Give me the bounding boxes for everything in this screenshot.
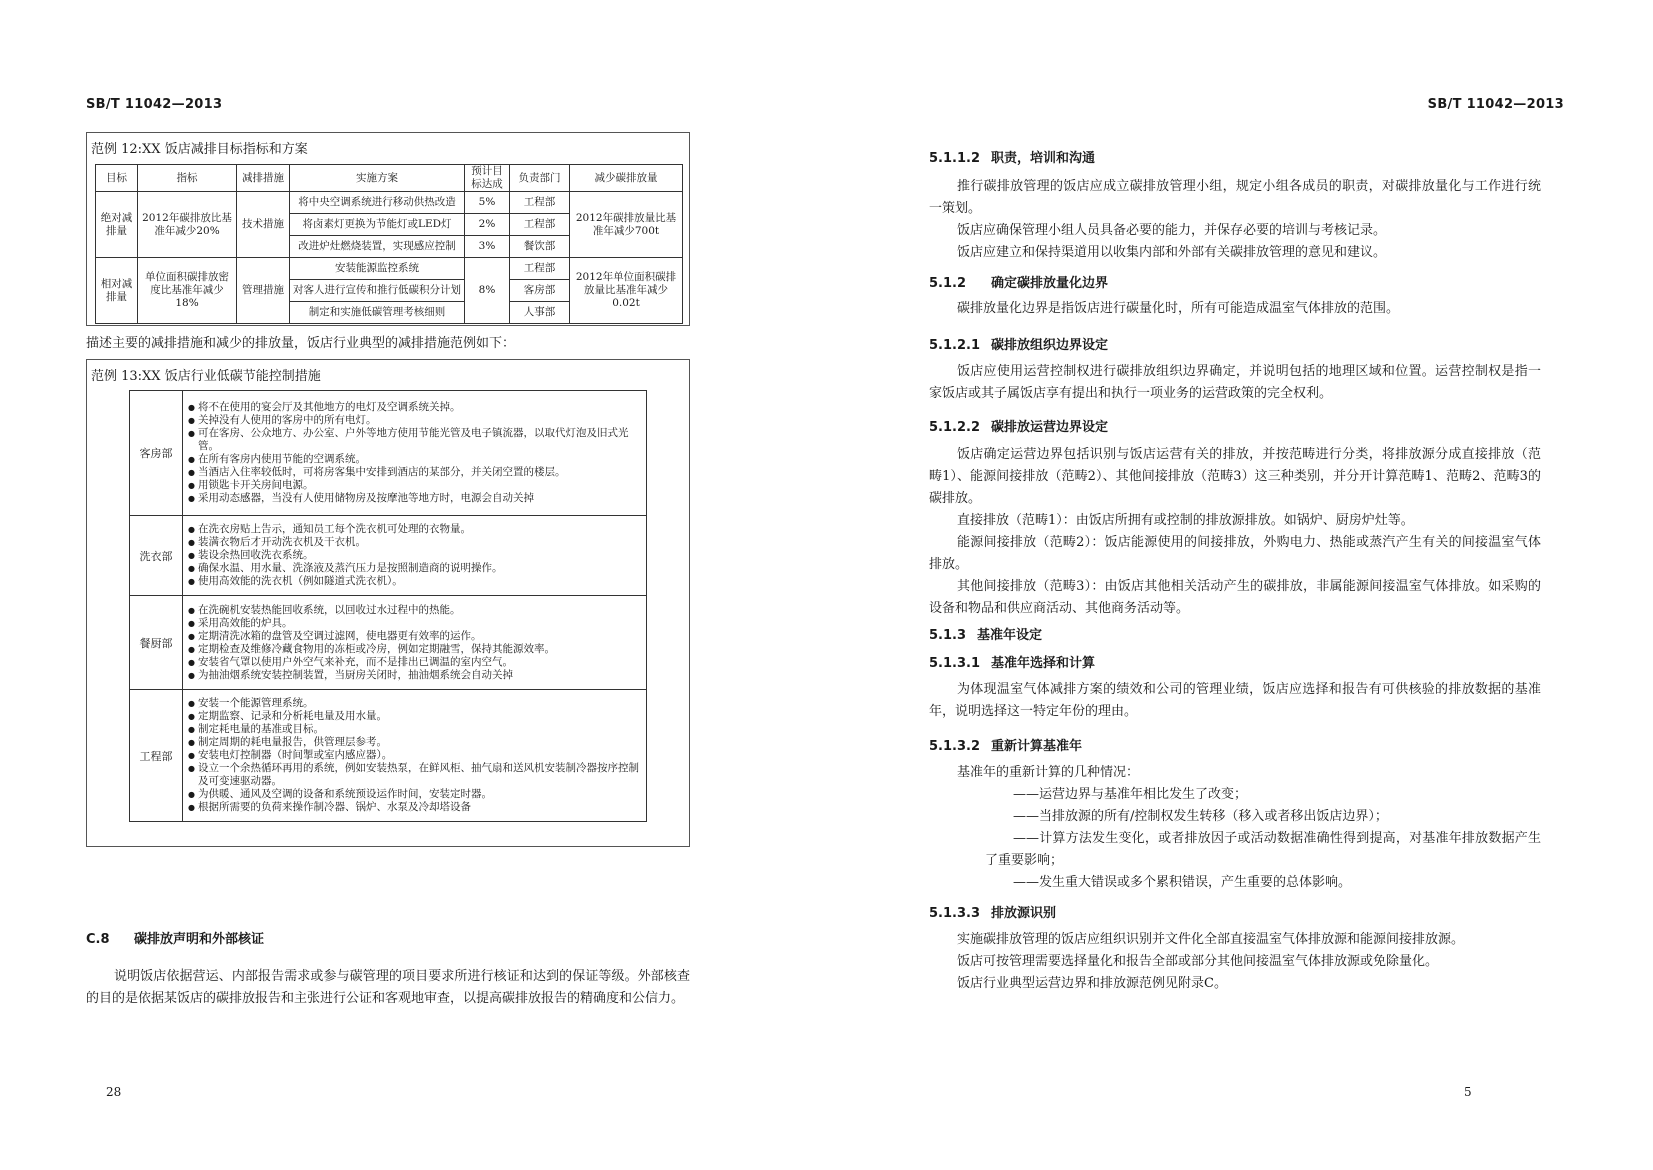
section-number: 5.1.3.3: [929, 906, 980, 921]
table-row: [96, 258, 683, 280]
list-item: ● 装满衣物后才开动洗衣机及干衣机。: [188, 536, 641, 549]
dept-row: [130, 516, 647, 596]
c8-body: [86, 966, 690, 1010]
section-body-5121: [929, 361, 1541, 405]
dept-name: 工程部: [130, 690, 183, 822]
target-cell: 绝对减排量: [96, 192, 138, 258]
plan-cell: 对客人进行宣传和推行低碳积分计划: [290, 280, 465, 302]
plan-cell: 改进炉灶燃烧装置，实现感应控制: [290, 236, 465, 258]
target-cell: 相对减排量: [96, 258, 138, 324]
example12-table: [95, 164, 683, 324]
paragraph: 实施碳排放管理的饭店应组织识别并文件化全部直接温室气体排放源和能源间接排放源。: [957, 932, 1465, 947]
section-number: 5.1.2.1: [929, 338, 980, 353]
list-item: ● 当酒店入住率较低时，可将房客集中安排到酒店的某部分，并关闭空置的楼层。: [188, 466, 641, 479]
paragraph: 饭店应确保管理小组人员具备必要的能力，并保存必要的培训与考核记录。: [957, 223, 1387, 238]
section-number: 5.1.3: [929, 628, 967, 643]
list-item: ● 将不在使用的宴会厅及其他地方的电灯及空调系统关掉。: [188, 401, 641, 414]
list-item: ● 用锁匙卡开关房间电源。: [188, 479, 641, 492]
section-heading-5133: [929, 902, 1056, 921]
list-item: ● 安装一个能源管理系统。: [188, 697, 641, 710]
example13-table: [129, 390, 647, 822]
measure-cell: 技术措施: [237, 192, 290, 258]
paragraph: 为体现温室气体减排方案的绩效和公司的管理业绩，饭店应选择和报告有可供核验的排放数据的基准年，说明选择这一特定年份的理由。: [929, 682, 1541, 719]
section-title: 碳排放运营边界设定: [991, 420, 1109, 435]
list-item: ● 定期检查及维修冷藏食物用的冻柜或冷房，例如定期融雪，保持其能源效率。: [188, 643, 641, 656]
section-number: 5.1.3.1: [929, 656, 980, 671]
section-number: 5.1.3.2: [929, 739, 980, 754]
example13-box: [86, 359, 690, 847]
header-cell: 指标: [138, 165, 237, 192]
section-title: 碳排放声明和外部核证: [134, 932, 265, 947]
list-item: ● 为供暖、通风及空调的设备和系统预设运作时间，安装定时器。: [188, 788, 641, 801]
plan-cell: 将中央空调系统进行移动供热改造: [290, 192, 465, 214]
list-item: ● 可在客房、公众地方、办公室、户外等地方使用节能光管及电子镇流器，以取代灯泡及旧式光管。: [188, 427, 641, 453]
rate-cell: 3%: [465, 236, 510, 258]
dept-row: [130, 690, 647, 822]
paragraph: 碳排放量化边界是指饭店进行碳量化时，所有可能造成温室气体排放的范围。: [957, 301, 1400, 316]
dept-measures: [183, 690, 647, 822]
list-item: ● 定期清洗冰箱的盘管及空调过滤网，使电器更有效率的运作。: [188, 630, 641, 643]
section-number: C.8: [86, 932, 110, 947]
header-cell: 负责部门: [510, 165, 570, 192]
header-cell: 减排措施: [237, 165, 290, 192]
header-cell: 减少碳排放量: [570, 165, 683, 192]
plan-cell: 制定和实施低碳管理考核细则: [290, 302, 465, 324]
paragraph: 饭店确定运营边界包括识别与饭店运营有关的排放，并按范畴进行分类，将排放源分成直接排放（范畴1）、能源间接排放（范畴2）、其他间接排放（范畴3）这三种类别，并分开计算范畴1、范畴2、范畴3的碳排放。: [929, 447, 1541, 506]
paragraph: 直接排放（范畴1）：由饭店所拥有或控制的排放源排放。如锅炉、厨房炉灶等。: [957, 513, 1414, 528]
rate-cell: 8%: [465, 258, 510, 324]
dept-row: [130, 596, 647, 690]
section-title: 碳排放组织边界设定: [991, 338, 1109, 353]
section-title: 基准年设定: [977, 628, 1043, 643]
dept-name: 洗衣部: [130, 516, 183, 596]
section-body-5122: [929, 444, 1541, 620]
section-title: 基准年选择和计算: [991, 656, 1096, 671]
section-heading-5121: [929, 334, 1108, 353]
list-item: ● 关掉没有人使用的客房中的所有电灯。: [188, 414, 641, 427]
list-item: ——计算方法发生变化，或者排放因子或活动数据准确性得到提高，对基准年排放数据产生了重要影响；: [985, 831, 1541, 868]
section-heading-5131: [929, 652, 1095, 671]
dept-cell: 客房部: [510, 280, 570, 302]
page-number: 5: [1464, 1085, 1472, 1099]
paragraph: 推行碳排放管理的饭店应成立碳排放管理小组，规定小组各成员的职责，对碳排放量化与工作进行统一策划。: [929, 179, 1541, 216]
section-body-512: [929, 298, 1541, 320]
paragraph: 能源间接排放（范畴2）：饭店能源使用的间接排放，外购电力、热能或蒸汽产生有关的间接温室气体排放。: [929, 535, 1541, 572]
header-cell: 目标: [96, 165, 138, 192]
intro-paragraph: 描述主要的减排措施和减少的排放量，饭店行业典型的减排措施范例如下：: [86, 336, 516, 351]
section-title: 确定碳排放量化边界: [991, 276, 1109, 291]
list-item: ● 确保水温、用水量、洗涤液及蒸汽压力是按照制造商的说明操作。: [188, 562, 641, 575]
paragraph: 饭店应建立和保持渠道用以收集内部和外部有关碳排放管理的意见和建议。: [957, 245, 1387, 260]
list-item: ● 安装省气罩以使用户外空气来补充，而不是排出已调温的室内空气。: [188, 656, 641, 669]
measure-cell: 管理措施: [237, 258, 290, 324]
section-heading-5132: [929, 735, 1082, 754]
list-item: ● 制定耗电量的基准或目标。: [188, 723, 641, 736]
list-item: ——当排放源的所有/控制权发生转移（移入或者移出饭店边界）；: [1013, 809, 1388, 824]
section-title: 重新计算基准年: [991, 739, 1083, 754]
section-body-5133: [929, 929, 1541, 995]
list-item: ● 装设余热回收洗衣系统。: [188, 549, 641, 562]
paragraph: 饭店应使用运营控制权进行碳排放组织边界确定，并说明包括的地理区域和位置。运营控制权是指一家饭店或其子属饭店享有提出和执行一项业务的运营政策的完全权利。: [929, 364, 1541, 401]
section-body-5112: [929, 176, 1541, 264]
example12-title: 范例 12:XX 饭店减排目标指标和方案: [91, 142, 308, 157]
section-body-5131: [929, 679, 1541, 723]
reduction-cell: 2012年单位面积碳排放量比基准年减少0.02t: [570, 258, 683, 324]
standard-code: SB/T 11042—2013: [1427, 97, 1564, 112]
dept-cell: 人事部: [510, 302, 570, 324]
paragraph: 饭店可按管理需要选择量化和报告全部或部分其他间接温室气体排放源或免除量化。: [957, 954, 1439, 969]
header-cell: 预计目标达成: [465, 165, 510, 192]
example12-box: [86, 132, 690, 326]
list-item: ● 设立一个余热循环再用的系统，例如安装热泵，在鲜风柜、抽气扇和送风机安装制冷器按序控制及可变速驱动器。: [188, 762, 641, 788]
example13-title: 范例 13:XX 饭店行业低碳节能控制措施: [91, 369, 321, 384]
section-title: 职责，培训和沟通: [991, 151, 1096, 166]
dept-measures: [183, 391, 647, 516]
section-heading-513: [929, 624, 1042, 643]
dept-cell: 工程部: [510, 192, 570, 214]
list-item: ● 采用高效能的炉具。: [188, 617, 641, 630]
dept-cell: 工程部: [510, 258, 570, 280]
section-body-5132: [929, 762, 1541, 894]
list-item: ● 在洗衣房贴上告示，通知员工每个洗衣机可处理的衣物量。: [188, 523, 641, 536]
plan-cell: 安装能源监控系统: [290, 258, 465, 280]
indicator-cell: 2012年碳排放比基准年减少20%: [138, 192, 237, 258]
list-item: ——发生重大错误或多个累积错误，产生重要的总体影响。: [1013, 875, 1352, 890]
dept-measures: [183, 516, 647, 596]
list-item: ● 根据所需要的负荷来操作制冷器、锅炉、水泵及冷却塔设备: [188, 801, 641, 814]
section-title: 排放源识别: [991, 906, 1057, 921]
indicator-cell: 单位面积碳排放密度比基准年减少18%: [138, 258, 237, 324]
list-item: ——运营边界与基准年相比发生了改变；: [1013, 787, 1248, 802]
standard-code: SB/T 11042—2013: [86, 97, 223, 112]
left-page: [0, 0, 826, 1170]
paragraph: 饭店行业典型运营边界和排放源范例见附录C。: [957, 976, 1227, 991]
dept-name: 餐厨部: [130, 596, 183, 690]
intro-text: [86, 333, 690, 355]
rate-cell: 5%: [465, 192, 510, 214]
section-number: 5.1.2: [929, 276, 967, 291]
dept-row: [130, 391, 647, 516]
table-header-row: [96, 165, 683, 192]
list-item: ● 安装电灯控制器（时间掣或室内感应器）。: [188, 749, 641, 762]
dept-cell: 餐饮部: [510, 236, 570, 258]
section-number: 5.1.2.2: [929, 420, 980, 435]
table-row: [96, 192, 683, 214]
paragraph: 说明饭店依据营运、内部报告需求或参与碳管理的项目要求所进行核证和达到的保证等级。外部核查的目的是依据某饭店的碳排放报告和主张进行公证和客观地审查，以提高碳排放报告的精确度和公信力。: [86, 969, 690, 1006]
header-cell: 实施方案: [290, 165, 465, 192]
reduction-cell: 2012年碳排放量比基准年减少700t: [570, 192, 683, 258]
list-item: ● 在所有客房内使用节能的空调系统。: [188, 453, 641, 466]
section-heading-5122: [929, 416, 1108, 435]
list-item: ● 采用动态感器，当没有人使用储物房及按摩池等地方时，电源会自动关掉: [188, 492, 641, 505]
list-item: ● 在洗碗机安装热能回收系统，以回收过水过程中的热能。: [188, 604, 641, 617]
plan-cell: 将卤素灯更换为节能灯或LED灯: [290, 214, 465, 236]
dept-measures: [183, 596, 647, 690]
page-number: 28: [106, 1085, 122, 1099]
section-heading-c8: [86, 928, 264, 947]
paragraph: 其他间接排放（范畴3）：由饭店其他相关活动产生的碳排放，非属能源间接温室气体排放。如采购的设备和物品和供应商活动、其他商务活动等。: [929, 579, 1541, 616]
list-item: ● 制定周期的耗电量报告，供管理层参考。: [188, 736, 641, 749]
list-item: ● 定期监察、记录和分析耗电量及用水量。: [188, 710, 641, 723]
rate-cell: 2%: [465, 214, 510, 236]
paragraph: 基准年的重新计算的几种情况：: [957, 765, 1140, 780]
list-item: ● 为抽油烟系统安装控制装置，当厨房关闭时，抽油烟系统会自动关掉: [188, 669, 641, 682]
section-heading-5112: [929, 147, 1095, 166]
dept-cell: 工程部: [510, 214, 570, 236]
section-number: 5.1.1.2: [929, 151, 980, 166]
dash-list: [929, 784, 1541, 894]
dept-name: 客房部: [130, 391, 183, 516]
section-heading-512: [929, 272, 1108, 291]
right-page: [826, 0, 1653, 1170]
list-item: ● 使用高效能的洗衣机（例如隧道式洗衣机）。: [188, 575, 641, 588]
